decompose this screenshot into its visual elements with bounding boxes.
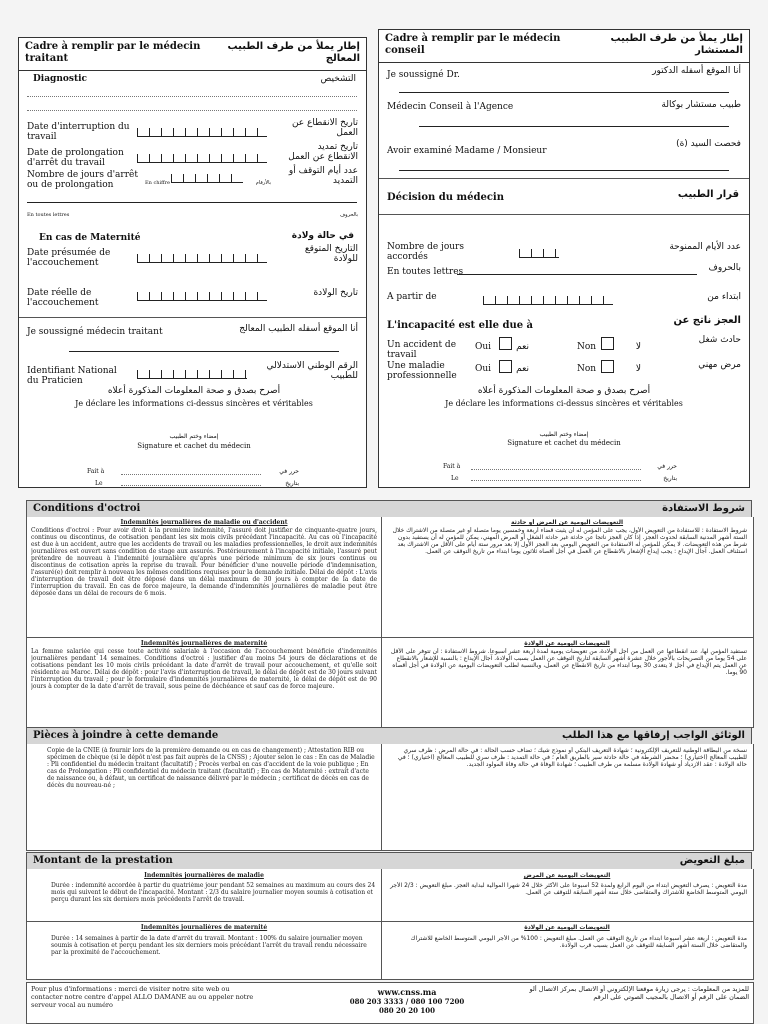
sickness-amount-body-ar: مدة التعويض : يصرف التعويض ابتداء من اليوم الرابع ولمدة 52 أسبوعا على الأكثر خلال 24 شهرا الموالية لبداية العجز. مبلغ التعويض : 2/3 الأجر اليومي المتوسط الخاضع للاشتراك والمتقاضى خلال ستة أشهر السابقة للتوقف عن العمل. xyxy=(390,882,747,896)
conditions-title-ar: شروط الاستفادة xyxy=(662,503,745,514)
documents-body-ar: نسخة من البطاقة الوطنية للتعريف الإلكترونية ؛ شهادة التعريف البنكي أو نموذج شيك ؛ تضاف حسب الحالة : في حالة المرض : ظرف سري للطبيب المعالج (اختياري) ؛ محضر الشرطة في حالة حادثة سير بالطريق العام ؛ في حالة التمديد : ظرف سري للطبيب المعالج (اختياري) ؛ في حالة الولادة : عقد الازدياد أو شهادة الولادة مسلمة من طرف الطبيب ؛ شهادة الوفاة في حالة وفاة المولود الجديد. xyxy=(397,747,747,768)
maternity-heading-ar: في حالة ولادة xyxy=(291,231,354,241)
sickness-amount-body-fr: Durée : indemnité accordée à partir du quatrième jour pendant 52 semaines au maximum au cours des 24 mois qui suivent le début de l'incapacité. Montant : 2/3 du salaire journalier moyen soumis à cotisation et perçu durant les six derniers mois précédents l'arrêt de travail. xyxy=(51,882,376,903)
maternity-body-fr: La femme salariée qui cesse toute activité salariale à l'occasion de l'accouchement bénéficie d'indemnités journalières pendant 14 semaines. Conditions d'octroi : justifier d'au moins 54 jours de déclarations et de cotisations pendant les 10 mois civils précédant la date d'arrêt de travail pour accouchement, et qu'elle soit résidente au Maroc. Délai de dépôt : pour l'avis d'interruption de travail, le délai de dépôt est de 30 jours suivant l'interruption du travail ; pour le formulaire d'indemnités journalières de maternité, le délai de dépôt est de 90 jours à compter de la date d'arrêt de travail, sous peine de déchéance et sauf cas de force majeure. xyxy=(31,648,377,690)
made-at-field[interactable] xyxy=(121,474,261,475)
signature-label-fr: Signature et cachet du médecin xyxy=(137,442,251,450)
date-label: Le xyxy=(95,480,103,487)
in-letters-label: En toutes lettres xyxy=(27,212,70,218)
frame-header xyxy=(379,30,749,63)
row-divider xyxy=(27,637,753,638)
presumed-delivery-field[interactable] xyxy=(137,254,267,263)
sickness-amount-subtitle-ar: التعويضات اليومية عن المرض xyxy=(523,872,611,879)
no-label-ar: لا xyxy=(635,342,641,352)
declaration-fr: Je déclare les informations ci-dessus sincères et véritables xyxy=(445,399,683,408)
sickness-body-fr: Conditions d'octroi : Pour avoir droit à la première indemnité, l'assuré doit justifier de cinquante-quatre jours, continus ou discontinus, de cotisation pendant les six mois civils précédant l'incapacité. Au cas où l'incapacité est due à un accident, autre que les accidents de travail ou les maladies professionnelles, le droit aux indemnités journalières est ouvert sans condition de stage aux assurés. Postérieurement à l'incapacité initiale, l'assuré peut prétendre de nouveau à l'indemnité journalière qu'après une période minimum de six jours continus ou discontinus de cotisation après la reprise du travail. Pour bénéficier d'une nouvelle période d'indemnisation, l'assuré(e) doit remplir à nouveau les mêmes conditions requises pour la demande initiale. Délai de dépôt : L'avis d'interruption de travail doit être déposé dans un délai maximum de 30 jours à compter de la date de l'interruption du travail. En cas de force majeure, la demande d'indemnités journalières de maladie peut être déposée dans un délai de recours de 6 mois. xyxy=(31,527,377,597)
practitioner-id-label-ar: الرقم الوطني الاستدلالي للطبيب xyxy=(266,361,358,381)
days-granted-label-ar: عدد الأيام الممنوحة xyxy=(669,242,741,252)
doctor-statement-label: Je soussigné Dr. xyxy=(387,70,460,80)
incapacity-heading: L'incapacité est elle due à xyxy=(387,320,534,331)
incapacity-heading-ar: العجز ناتج عن xyxy=(673,315,741,326)
made-at-label-ar: حرر في xyxy=(279,468,299,475)
maternity-heading: En cas de Maternité xyxy=(39,233,141,243)
actual-delivery-label: Date réelle de l'accouchement xyxy=(27,288,99,308)
in-figures-label-ar: بالأرقام xyxy=(255,180,271,186)
from-date-label-ar: ابتداء من xyxy=(707,292,741,302)
no-label: Non xyxy=(577,342,597,352)
prolongation-date-field[interactable] xyxy=(137,154,267,163)
sickness-body-ar: شروط الاستفادة : للاستفادة من التعويض الأول، يجب على المؤمن له أن يثبت قضاء أربعة وخمسين يوما متصلة أو غير متصلة من الاشتراك خلال الستة أشهر المدنية السابقة لحدوث العجز. إذا كان العجز ناتجا عن حادثة غير حادثة الشغل أو المرض المهني، يمكن للمؤمن له أن يستفيد بدون شرط من هذه التعويضات. لا يمكن للمؤمن له الاستفادة من التعويض اليومي بعد العجز الأول إلا بعد مرور ستة أيام على الأقل من الاشتراك بعد استئناف العمل. آجال الإيداع : يجب إيداع الإشعار بالانقطاع عن العمل في أجل أقصاه ثلاثون يوما ابتداء من تاريخ التوقف عن العمل. xyxy=(392,527,747,555)
work-accident-label-ar: حادث شغل xyxy=(698,335,741,345)
maternity-amount-body-ar: مدة التعويض : أربعة عشر أسبوعا ابتداء من تاريخ التوقف عن العمل. مبلغ التعويض : 100% من الأجر اليومي المتوسط الخاضع للاشتراك والمتقاضى خلال الستة أشهر السابقة للتوقف عن العمل بسبب قرب الولادة. xyxy=(410,935,747,949)
frame-title-ar: إطار يملأ من طرف الطبيب المعالج xyxy=(227,41,360,64)
agency-field[interactable] xyxy=(419,126,729,127)
maternity-amount-subtitle-ar: التعويضات اليومية عن الولادة xyxy=(524,924,610,931)
accident-no-checkbox[interactable] xyxy=(601,337,614,350)
documents-title-fr: Pièces à joindre à cette demande xyxy=(33,730,219,741)
footer-info-fr: Pour plus d'informations : merci de visiter notre site web ou contacter notre centre d'appel ALLO DAMANE au ou appeler notre serveur vocal au numéro xyxy=(31,985,254,1009)
amount-title-fr: Montant de la prestation xyxy=(33,855,173,866)
interruption-date-field[interactable] xyxy=(137,128,267,137)
in-figures-label: En chiffre xyxy=(145,180,170,186)
interruption-date-label: Date d'interruption du travail xyxy=(27,122,130,142)
date-label: Le xyxy=(451,475,459,482)
declaration-ar: أصرح بصدق و صحة المعلومات المذكورة أعلاه xyxy=(477,386,651,396)
days-letters-field[interactable] xyxy=(457,274,697,275)
signature-label-ar: إمضاء وختم الطبيب xyxy=(539,431,589,438)
declaration-ar: أصرح بصدق و صحة المعلومات المذكورة أعلاه xyxy=(107,386,281,396)
maternity-subtitle-fr: Indemnités journalières de maternité xyxy=(140,640,268,647)
practitioner-id-field[interactable] xyxy=(137,370,247,379)
occupational-disease-label: Une maladie professionnelle xyxy=(387,361,457,381)
maternity-amount-body-fr: Durée : 14 semaines à partir de la date d'arrêt du travail. Montant : 100% du salaire journalier moyen soumis à cotisation et perçu pendant les six derniers mois précédant l'arrêt du travail rendu nécessaire par la proximité de l'accouchement. xyxy=(51,935,367,956)
prolongation-date-label-ar: تاريخ تمديد الانقطاع عن العمل xyxy=(288,142,358,162)
signature-label-fr: Signature et cachet du médecin xyxy=(507,439,621,447)
amount-title-ar: مبلغ التعويض xyxy=(679,855,745,866)
signature-label-ar: إمضاء وختم الطبيب xyxy=(169,433,219,440)
agency-doctor-label: Médecin Conseil à l'Agence xyxy=(387,102,514,112)
date-field[interactable] xyxy=(471,480,641,481)
declaration-fr: Je déclare les informations ci-dessus sincères et véritables xyxy=(75,399,313,408)
no-label: Non xyxy=(577,364,597,374)
date-label-ar: بتاريخ xyxy=(285,480,299,487)
frame-title-ar: إطار يملأ من طرف الطبيب المستشار xyxy=(610,33,743,56)
footer-contacts xyxy=(327,987,487,1015)
conditions-body xyxy=(26,517,754,728)
occupational-disease-label-ar: مرض مهني xyxy=(698,360,741,370)
patient-name-field[interactable] xyxy=(399,170,729,171)
diagnostic-field-2[interactable] xyxy=(27,110,357,111)
no-label-ar: لا xyxy=(635,364,641,374)
frame-title-fr: Cadre à remplir par le médecin conseil xyxy=(385,33,561,56)
made-at-field[interactable] xyxy=(471,469,641,470)
frame-header xyxy=(19,38,366,71)
examined-label-ar: فحصت السيد (ة) xyxy=(676,139,741,149)
physician-statement-label-ar: أنا الموقع أسفله الطبيب المعالج xyxy=(239,324,358,334)
decision-heading-ar: قرار الطبيب xyxy=(677,189,739,200)
days-letters-label: En toutes lettres xyxy=(387,267,464,277)
documents-body-fr: Copie de la CNIE (à fournir lors de la première demande ou en cas de changement) ; Attestation RIB ou spécimen de chèque (si le dépôt n'est pas fait auprès de la CNSS) ; Ajouter selon le cas : En cas de Maladie : Pli confidentiel du médecin traitant (facultatif) ; Procès verbal en cas d'accident de la voie publique ; En cas de Prolongation : Pli confidentiel du médecin traitant (facultatif) ; En cas de Maternité : extrait d'acte de naissance ou, à défaut, un certificat de naissance délivré par le médecin ; certificat de décès en cas de décès du nouveau-né ; xyxy=(47,747,375,789)
amount-header xyxy=(26,852,752,870)
amount-body xyxy=(26,869,754,980)
maternity-subtitle-ar: التعويضات اليومية عن الولادة xyxy=(524,640,610,647)
in-letters-label-ar: بالحروف xyxy=(339,212,358,218)
divider xyxy=(379,214,749,215)
column-divider xyxy=(381,744,382,850)
sickness-amount-subtitle-fr: Indemnités journalières de maladie xyxy=(144,872,264,879)
from-date-field[interactable] xyxy=(483,296,613,305)
days-count-label: Nombre de jours d'arrêt ou de prolongation xyxy=(27,170,138,190)
diagnostic-label-ar: التشخيص xyxy=(320,74,356,84)
treating-physician-frame xyxy=(18,37,367,488)
days-in-letters-field[interactable] xyxy=(27,202,357,203)
column-divider xyxy=(381,869,382,979)
phone-call-center: 080 203 3333 / 080 100 7200 xyxy=(349,997,465,1006)
decision-heading: Décision du médecin xyxy=(387,192,504,203)
phone-voice-server: 080 20 20 100 xyxy=(378,1006,436,1015)
interruption-date-label-ar: تاريخ الانقطاع عن العمل xyxy=(291,118,358,138)
documents-title-ar: الوثائق الواجب إرفاقها مع هذا الطلب xyxy=(562,730,745,741)
disease-no-checkbox[interactable] xyxy=(601,360,614,373)
yes-label-ar: نعم xyxy=(516,364,529,374)
diagnostic-label: Diagnostic xyxy=(33,74,88,84)
sickness-subtitle-ar: التعويضات اليومية عن المرض أو حادثة xyxy=(510,519,624,526)
sickness-subtitle-fr: Indemnités journalières de maladie ou d'accident xyxy=(120,519,288,526)
days-granted-field[interactable] xyxy=(519,249,559,258)
made-at-label-ar: حرر في xyxy=(657,463,677,470)
days-count-field[interactable] xyxy=(171,174,243,183)
made-at-label: Fait à xyxy=(87,468,105,475)
conditions-title-fr: Conditions d'octroi xyxy=(33,503,141,514)
documents-header xyxy=(26,727,752,745)
presumed-delivery-label-ar: التاريخ المتوقع للولادة xyxy=(304,244,358,264)
footer-info-ar: للمزيد من المعلومات : يرجى زيارة موقعنا الإلكتروني أو الاتصال بمركز الاتصال ألو الضمان على الرقم أو الاتصال بالمجيب الصوتي على الرقم xyxy=(529,985,749,1001)
from-date-label: A partir de xyxy=(387,292,437,302)
yes-label: Oui xyxy=(475,364,492,374)
physician-statement-label: Je soussigné médecin traitant xyxy=(27,327,163,337)
date-field[interactable] xyxy=(121,485,261,486)
divider xyxy=(19,317,366,318)
presumed-delivery-label: Date présumée de l'accouchement xyxy=(27,248,111,268)
made-at-label: Fait à xyxy=(443,463,461,470)
disease-yes-checkbox[interactable] xyxy=(499,360,512,373)
practitioner-id-label: Identifiant National du Praticien xyxy=(27,366,117,386)
days-count-label-ar: عدد أيام التوقف أو التمديد xyxy=(288,166,358,186)
agency-doctor-label-ar: طبيب مستشار بوكالة xyxy=(661,100,741,110)
maternity-body-ar: تستفيد المؤمن لها، عند انقطاعها عن العمل من أجل الولادة، من تعويضات يومية لمدة أربعة عشر أسبوعا. شروط الاستفادة : أن تتوفر على الأقل على 54 يوما من التصريحات بالأجور خلال عشرة أشهر السابقة لتاريخ التوقف عن العمل بسبب الولادة. آجال الإيداع : بالنسبة للإشعار بالانقطاع عن العمل يتم الإيداع في أجل لا يتعدى 30 يوما ابتداء من تاريخ الانقطاع عن العمل، وبالنسبة لطلب التعويضات اليومية عن الولادة في أجل أقصاه 90 يوما. xyxy=(391,648,747,676)
prolongation-date-label: Date de prolongation d'arrêt du travail xyxy=(27,148,124,168)
accident-yes-checkbox[interactable] xyxy=(499,337,512,350)
column-divider xyxy=(381,517,382,727)
documents-body xyxy=(26,744,754,851)
yes-label-ar: نعم xyxy=(516,342,529,352)
maternity-amount-subtitle-fr: Indemnités journalières de maternité xyxy=(140,924,268,931)
physician-name-field[interactable] xyxy=(69,351,339,352)
doctor-name-field[interactable] xyxy=(399,92,729,93)
row-divider xyxy=(27,921,753,922)
website-link[interactable]: www.cnss.ma xyxy=(377,987,437,997)
contact-footer xyxy=(26,982,754,1024)
actual-delivery-label-ar: تاريخ الولادة xyxy=(313,288,358,298)
frame-title-fr: Cadre à remplir par le médecin traitant xyxy=(25,41,201,64)
divider xyxy=(379,178,749,179)
date-label-ar: بتاريخ xyxy=(663,475,677,482)
yes-label: Oui xyxy=(475,342,492,352)
doctor-statement-label-ar: أنا الموقع أسفله الدكتور xyxy=(652,66,741,76)
diagnostic-field[interactable] xyxy=(27,96,357,97)
days-letters-label-ar: بالحروف xyxy=(708,263,741,273)
conditions-header xyxy=(26,500,752,518)
examined-label: Avoir examiné Madame / Monsieur xyxy=(387,146,547,156)
days-granted-label: Nombre de jours accordés xyxy=(387,242,464,262)
advisory-physician-frame xyxy=(378,29,750,488)
work-accident-label: Un accident de travail xyxy=(387,340,457,360)
actual-delivery-field[interactable] xyxy=(137,292,267,301)
